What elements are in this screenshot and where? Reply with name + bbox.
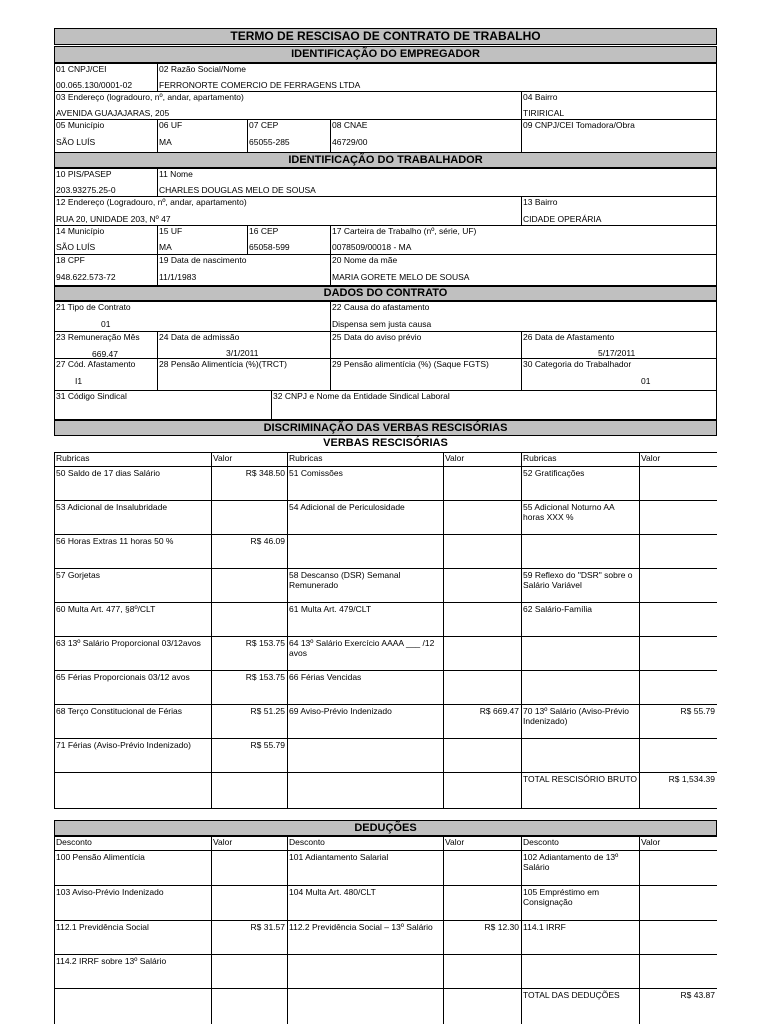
field-value: 00.065.130/0001-02 [56, 80, 133, 90]
field-06-uf [157, 119, 248, 153]
rubric-value-cell [443, 466, 522, 501]
rubric-label-cell [521, 636, 640, 671]
rubric-value-cell [639, 670, 717, 705]
rubric-label-cell [287, 534, 444, 569]
field-value: 11/1/1983 [159, 272, 197, 282]
rubric-label-cell [54, 988, 212, 1024]
field-label: 12 Endereço (Logradouro, nº, andar, apartamento) [56, 197, 247, 207]
rubric-value-cell [443, 772, 522, 809]
rubric-value-cell [211, 954, 288, 989]
column-header [54, 836, 212, 851]
rubric-label-cell [521, 954, 640, 989]
field-value: I1 [75, 376, 83, 386]
rubric-label-cell [521, 920, 640, 955]
field-value: 65055-285 [249, 137, 290, 147]
rubric-label: 68 Terço Constitucional de Férias [56, 706, 182, 716]
column-header-label: Valor [445, 453, 465, 463]
rubric-value-cell [211, 850, 288, 886]
field-label: 21 Tipo de Contrato [56, 302, 131, 312]
field-label: 01 CNPJ/CEI [56, 64, 107, 74]
field-32-entidade-sindical [271, 390, 717, 420]
termination-form [54, 28, 717, 1024]
field-label: 18 CPF [56, 255, 85, 265]
field-label: 05 Município [56, 120, 105, 130]
rubric-label-cell [54, 466, 212, 501]
rubric-label-cell [287, 772, 444, 809]
rubric-label: 53 Adicional de Insalubridade [56, 502, 168, 512]
rubric-label: 102 Adiantamento de 13º Salário [523, 852, 619, 872]
rubric-label-cell [287, 602, 444, 637]
rubric-value-cell [211, 988, 288, 1024]
rubric-value-cell [211, 602, 288, 637]
rubric-label-cell [54, 568, 212, 603]
field-label: 19 Data de nascimento [159, 255, 247, 265]
field-value: FERRONORTE COMERCIO DE FERRAGENS LTDA [159, 80, 361, 90]
field-label: 04 Bairro [523, 92, 558, 102]
field-value: SÃO LUÍS [56, 242, 96, 252]
column-header [639, 836, 717, 851]
column-header [639, 452, 717, 467]
field-label: 31 Código Sindical [56, 391, 127, 401]
rubric-value: R$ 153.75 [245, 672, 285, 682]
field-value: 669.47 [92, 349, 118, 359]
field-value: Dispensa sem justa causa [332, 319, 432, 329]
rubric-value: R$ 12.30 [484, 922, 519, 932]
rubric-value-cell [443, 738, 522, 773]
rubric-label: 52 Gratificações [523, 468, 585, 478]
rubric-label-cell [287, 988, 444, 1024]
column-header-label: Valor [641, 453, 661, 463]
rubric-label: 112.2 Previdência Social – 13º Salário [289, 922, 433, 932]
rubric-value: R$ 46.09 [250, 536, 285, 546]
column-header-label: Desconto [523, 837, 559, 847]
rubric-value-cell [211, 738, 288, 773]
rubric-label-cell [54, 885, 212, 921]
field-09-cnpj-tomadora [521, 119, 717, 153]
rubric-label-cell [521, 704, 640, 739]
column-header [521, 452, 640, 467]
field-label: 10 PIS/PASEP [56, 169, 112, 179]
rubric-value-cell [443, 885, 522, 921]
column-header [211, 452, 288, 467]
field-label: 25 Data do aviso prévio [332, 332, 422, 342]
rubric-label-cell [521, 500, 640, 535]
field-21-tipo-contrato [54, 301, 331, 332]
field-label: 03 Endereço (logradouro, nº, andar, apartamento) [56, 92, 244, 102]
employer-section-header: IDENTIFICAÇÃO DO EMPREGADOR [54, 46, 717, 63]
rubric-label-cell [521, 772, 640, 809]
rubric-value-cell [443, 602, 522, 637]
field-label: 11 Nome [159, 169, 193, 179]
rubric-value-cell [443, 920, 522, 955]
rubric-label-cell [287, 568, 444, 603]
rubric-label-cell [54, 636, 212, 671]
rubric-label-cell [521, 534, 640, 569]
column-header-label: Desconto [289, 837, 325, 847]
field-17-carteira-trabalho [330, 225, 717, 255]
column-header [287, 452, 444, 467]
rubric-value-cell [639, 850, 717, 886]
column-header [287, 836, 444, 851]
rubric-label: 50 Saldo de 17 dias Salário [56, 468, 160, 478]
field-value: TIRIRICAL [523, 108, 565, 118]
rubric-value-cell [443, 988, 522, 1024]
column-header-label: Rubricas [289, 453, 323, 463]
rubric-value-cell [639, 738, 717, 773]
rubric-value-cell [443, 850, 522, 886]
field-03-endereco [54, 91, 522, 120]
column-header [443, 836, 522, 851]
rubric-label: 100 Pensão Alimentícia [56, 852, 145, 862]
rubric-value-cell [211, 670, 288, 705]
field-27-cod-afastamento [54, 358, 158, 391]
column-header-label: Rubricas [523, 453, 557, 463]
field-23-remuneracao [54, 331, 158, 359]
rubric-label-cell [287, 670, 444, 705]
rubric-label-cell [287, 500, 444, 535]
rubric-label: 63 13º Salário Proporcional 03/12avos [56, 638, 201, 648]
column-header-label: Rubricas [56, 453, 90, 463]
rubric-value: R$ 348.50 [245, 468, 285, 478]
rubric-label-cell [521, 738, 640, 773]
column-header [211, 836, 288, 851]
rubric-label: 112.1 Previdência Social [56, 922, 149, 932]
rubric-label: 114.2 IRRF sobre 13º Salário [56, 956, 167, 966]
field-value: 203.93275.25-0 [56, 185, 116, 195]
field-20-nome-mae [330, 254, 717, 286]
field-value: MA [159, 242, 172, 252]
field-value: 5/17/2011 [598, 348, 636, 358]
rubric-label: 66 Férias Vencidas [289, 672, 362, 682]
field-19-nascimento [157, 254, 331, 286]
rubric-label: 57 Gorjetas [56, 570, 100, 580]
rubric-label-cell [521, 850, 640, 886]
rubric-label: 105 Empréstimo em Consignação [523, 887, 600, 907]
rubric-label: 65 Férias Proporcionais 03/12 avos [56, 672, 190, 682]
field-value: 01 [641, 376, 651, 386]
field-label: 22 Causa do afastamento [332, 302, 430, 312]
rubric-value-cell [443, 500, 522, 535]
rubric-label: TOTAL DAS DEDUÇÕES [523, 990, 620, 1000]
field-label: 30 Categoria do Trabalhador [523, 359, 632, 369]
rubric-value: R$ 1,534.39 [668, 774, 715, 784]
rubric-value-cell [443, 636, 522, 671]
rubric-label-cell [287, 954, 444, 989]
rubric-value-cell [639, 602, 717, 637]
field-15-uf [157, 225, 248, 255]
field-08-cnae [330, 119, 522, 153]
rubric-value: R$ 55.79 [680, 706, 715, 716]
column-header [521, 836, 640, 851]
rubric-label-cell [521, 670, 640, 705]
rubric-label-cell [54, 772, 212, 809]
rubric-value-cell [639, 772, 717, 809]
rubric-value-cell [639, 954, 717, 989]
field-10-pis [54, 168, 158, 197]
field-label: 09 CNPJ/CEI Tomadora/Obra [523, 120, 635, 130]
rubric-value-cell [443, 534, 522, 569]
rubric-value-cell [639, 534, 717, 569]
rubric-label-cell [54, 500, 212, 535]
field-29-pensao-fgts [330, 358, 522, 391]
field-value: 0078509/00018 - MA [332, 242, 412, 252]
rubric-label-cell [54, 850, 212, 886]
rubric-value-cell [639, 885, 717, 921]
column-header-label: Valor [445, 837, 465, 847]
field-02-razao-social [157, 63, 717, 92]
rubric-label-cell [287, 636, 444, 671]
rubric-value-cell [639, 988, 717, 1024]
rubric-label: 61 Multa Art. 479/CLT [289, 604, 372, 614]
rubric-label-cell [521, 602, 640, 637]
field-label: 17 Carteira de Trabalho (nº, série, UF) [332, 226, 477, 236]
field-value: 65058-599 [249, 242, 290, 252]
rubric-value: R$ 43.87 [680, 990, 715, 1000]
worker-section-header: IDENTIFICAÇÃO DO TRABALHADOR [54, 152, 717, 168]
rubric-value-cell [443, 704, 522, 739]
rubric-label: 101 Adiantamento Salarial [289, 852, 389, 862]
rubric-value-cell [211, 534, 288, 569]
rubric-label-cell [521, 885, 640, 921]
rubric-label: 59 Reflexo do "DSR" sobre o Salário Variável [523, 570, 633, 590]
rubric-value-cell [639, 568, 717, 603]
field-label: 02 Razão Social/Nome [159, 64, 246, 74]
rubric-label-cell [287, 466, 444, 501]
field-value: AVENIDA GUAJAJARAS, 205 [56, 108, 170, 118]
field-22-causa-afastamento [330, 301, 717, 332]
rubric-value-cell [211, 568, 288, 603]
field-label: 08 CNAE [332, 120, 368, 130]
rubric-value-cell [211, 500, 288, 535]
field-04-bairro [521, 91, 717, 120]
field-label: 32 CNPJ e Nome da Entidade Sindical Laboral [273, 391, 450, 401]
rubric-value-cell [639, 920, 717, 955]
rubric-value-cell [443, 568, 522, 603]
field-14-municipio [54, 225, 158, 255]
field-18-cpf [54, 254, 158, 286]
rubric-value-cell [211, 466, 288, 501]
rubric-label-cell [54, 704, 212, 739]
field-value: 948.622.573-72 [56, 272, 116, 282]
field-label: 07 CEP [249, 120, 279, 130]
field-31-codigo-sindical [54, 390, 272, 420]
field-01-cnpj [54, 63, 158, 92]
field-label: 27 Cód. Afastamento [56, 359, 136, 369]
rubric-label-cell [521, 568, 640, 603]
rubric-label-cell [54, 602, 212, 637]
field-28-pensao-trct [157, 358, 331, 391]
column-header-label: Valor [213, 837, 233, 847]
field-07-cep [247, 119, 331, 153]
rubric-value: R$ 669.47 [479, 706, 519, 716]
column-header-label: Desconto [56, 837, 92, 847]
field-30-categoria [521, 358, 717, 391]
deducoes-section-header: DEDUÇÕES [54, 820, 717, 836]
rubric-label-cell [54, 954, 212, 989]
rubric-label-cell [54, 670, 212, 705]
rubric-label: 60 Multa Art. 477, §8º/CLT [56, 604, 156, 614]
field-value: RUA 20, UNIDADE 203, Nº 47 [56, 214, 171, 224]
field-value: 3/1/2011 [226, 348, 259, 358]
column-header [54, 452, 212, 467]
field-12-endereco [54, 196, 522, 226]
rubric-label: 71 Férias (Aviso-Prévio Indenizado) [56, 740, 191, 750]
rubric-label: 58 Descanso (DSR) Semanal Remunerado [289, 570, 401, 590]
rubric-value: R$ 31.57 [250, 922, 285, 932]
rubric-value-cell [211, 885, 288, 921]
rubric-label-cell [54, 534, 212, 569]
rubric-value-cell [211, 772, 288, 809]
column-header [443, 452, 522, 467]
rubric-label: 62 Salário-Família [523, 604, 592, 614]
field-label: 29 Pensão alimentícia (%) (Saque FGTS) [332, 359, 489, 369]
field-11-nome [157, 168, 717, 197]
field-24-admissao [157, 331, 331, 359]
field-label: 06 UF [159, 120, 183, 130]
rubric-label-cell [521, 988, 640, 1024]
rubric-value: R$ 51.25 [250, 706, 285, 716]
field-label: 28 Pensão Alimentícia (%)(TRCT) [159, 359, 288, 369]
rubric-value-cell [639, 636, 717, 671]
rubric-label-cell [287, 704, 444, 739]
rubric-label: TOTAL RESCISÓRIO BRUTO [523, 774, 637, 784]
field-value: 46729/00 [332, 137, 368, 147]
rubric-label: 64 13º Salário Exercício AAAA ___ /12 avos [289, 638, 435, 658]
field-label: 20 Nome da mãe [332, 255, 398, 265]
rubric-value-cell [639, 704, 717, 739]
field-13-bairro [521, 196, 717, 226]
rubric-label-cell [54, 738, 212, 773]
field-25-aviso-previo [330, 331, 522, 359]
field-value: CHARLES DOUGLAS MELO DE SOUSA [159, 185, 316, 195]
rubric-value-cell [639, 500, 717, 535]
verbas-section-header: DISCRIMINAÇÃO DAS VERBAS RESCISÓRIAS [54, 420, 717, 436]
rubric-label: 114.1 IRRF [523, 922, 566, 932]
field-value: MA [159, 137, 172, 147]
field-label: 16 CEP [249, 226, 279, 236]
field-label: 14 Município [56, 226, 105, 236]
rubric-value: R$ 153.75 [245, 638, 285, 648]
field-05-municipio [54, 119, 158, 153]
field-label: 26 Data de Afastamento [523, 332, 615, 342]
rubric-label: 54 Adicional de Periculosidade [289, 502, 405, 512]
rubric-value-cell [211, 920, 288, 955]
field-label: 15 UF [159, 226, 183, 236]
rubric-label-cell [287, 920, 444, 955]
rubric-value-cell [211, 704, 288, 739]
field-value: MARIA GORETE MELO DE SOUSA [332, 272, 470, 282]
field-label: 13 Bairro [523, 197, 558, 207]
field-label: 23 Remuneração Mês [56, 332, 140, 342]
field-value: 01 [101, 319, 111, 329]
rubric-label-cell [287, 850, 444, 886]
field-label: 24 Data de admissão [159, 332, 240, 342]
rubric-label: 56 Horas Extras 11 horas 50 % [56, 536, 174, 546]
contract-section-header: DADOS DO CONTRATO [54, 286, 717, 301]
field-value: CIDADE OPERÁRIA [523, 214, 602, 224]
rubric-value-cell [443, 954, 522, 989]
rubric-label: 69 Aviso-Prévio Indenizado [289, 706, 392, 716]
rubric-value-cell [639, 466, 717, 501]
column-header-label: Valor [213, 453, 233, 463]
rubric-label: 103 Aviso-Prévio Indenizado [56, 887, 164, 897]
field-value: SÃO LUÍS [56, 137, 96, 147]
rubric-label-cell [287, 885, 444, 921]
form-title: TERMO DE RESCISAO DE CONTRATO DE TRABALHO [54, 28, 717, 45]
rubric-label-cell [521, 466, 640, 501]
rubric-label-cell [54, 920, 212, 955]
rubric-label: 51 Comissões [289, 468, 343, 478]
rubric-label: 104 Multa Art. 480/CLT [289, 887, 376, 897]
field-26-afastamento [521, 331, 717, 359]
column-header-label: Valor [641, 837, 661, 847]
rubric-label: 70 13º Salário (Aviso-Prévio Indenizado) [523, 706, 629, 726]
field-16-cep [247, 225, 331, 255]
rubric-label-cell [287, 738, 444, 773]
verbas-subtitle: VERBAS RESCISÓRIAS [323, 437, 448, 449]
rubric-value: R$ 55.79 [250, 740, 285, 750]
rubric-label: 55 Adicional Noturno AA horas XXX % [523, 502, 615, 522]
rubric-value-cell [443, 670, 522, 705]
rubric-value-cell [211, 636, 288, 671]
